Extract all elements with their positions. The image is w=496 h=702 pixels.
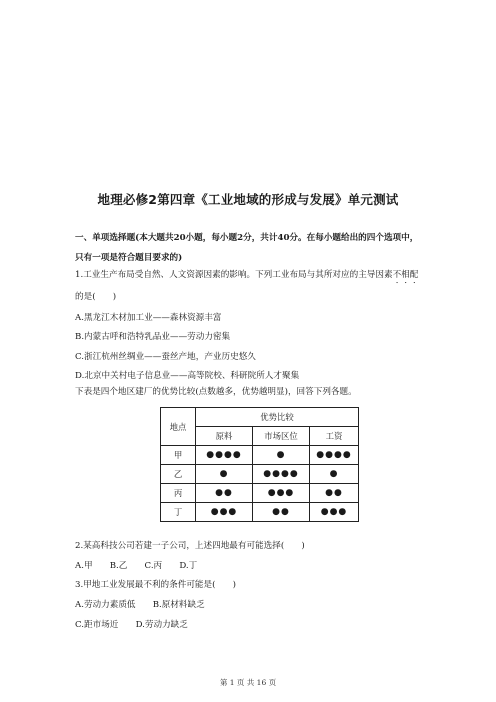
- question-1-option-d: D.北京中关村电子信息业——高等院校、科研院所人才聚集: [75, 371, 300, 381]
- table-cell-place: 丁: [161, 503, 196, 522]
- question-1-stem-text: 1.工业生产布局受自然、人文资源因素的影响。下列工业布局与其所对应的主导因素: [75, 270, 393, 280]
- table-cell-dots: ●●: [310, 484, 359, 503]
- table-header-col: 市场区位: [253, 427, 310, 446]
- page-footer: 第 1 页 共 16 页: [219, 678, 277, 687]
- question-1-emphasis: 不相配: [392, 270, 419, 280]
- table-header-col: 原料: [196, 427, 253, 446]
- table-cell-dots: ●: [310, 465, 359, 484]
- section-heading-line1: 一、单项选择题(本大题共20小题，每小题2分，共计40分。在每小题给出的四个选项中，: [75, 233, 419, 243]
- question-1-option-a: A.黑龙江木材加工业——森林资源丰富: [75, 313, 222, 323]
- table-cell-dots: ●●●●: [196, 446, 253, 465]
- table-row: [161, 446, 359, 465]
- table-cell-dots: ●●●: [196, 503, 253, 522]
- question-3-options-row1: A.劳动力素质低 B.原材料缺乏: [75, 600, 205, 610]
- table-cell-place: 丙: [161, 484, 196, 503]
- table-row: [161, 465, 359, 484]
- question-3-stem: 3.甲地工业发展最不利的条件可能是( ): [75, 580, 236, 590]
- question-1-stem: [75, 267, 418, 285]
- table-header-group: 优势比较: [196, 408, 359, 427]
- question-2-stem: 2.某高科技公司若建一子公司，上述四地最有可能选择( ): [75, 541, 305, 551]
- table-row: [161, 484, 359, 503]
- table-cell-dots: ●: [253, 446, 310, 465]
- question-3-options-row2: C.距市场近 D.劳动力缺乏: [75, 620, 188, 630]
- table-cell-place: 乙: [161, 465, 196, 484]
- table-cell-place: 甲: [161, 446, 196, 465]
- advantage-table: [160, 407, 359, 522]
- table-header-col: 工资: [310, 427, 359, 446]
- table-cell-dots: ●: [196, 465, 253, 484]
- question-2-options: A.甲 B.乙 C.丙 D.丁: [75, 561, 198, 571]
- table-intro: 下表是四个地区建厂的优势比较(点数越多，优势越明显)，回答下列各题。: [75, 387, 357, 397]
- table-header-place: 地点: [161, 408, 196, 446]
- section-heading-line2: 只有一项是符合题目要求的): [75, 253, 183, 263]
- table-cell-dots: ●●●: [253, 484, 310, 503]
- page-title: 地理必修2第四章《工业地域的形成与发展》单元测试: [97, 192, 399, 207]
- table-cell-dots: ●●●: [310, 503, 359, 522]
- question-1-option-b: B.内蒙古呼和浩特乳品业——劳动力密集: [75, 332, 231, 342]
- table-cell-dots: ●●: [196, 484, 253, 503]
- table-cell-dots: ●●: [253, 503, 310, 522]
- table-cell-dots: ●●●●: [253, 465, 310, 484]
- table-cell-dots: ●●●●: [310, 446, 359, 465]
- table-row: [161, 503, 359, 522]
- question-1-option-c: C.浙江杭州丝绸业——蚕丝产地，产业历史悠久: [75, 352, 256, 362]
- question-1-stem-end: 的是( ): [75, 292, 117, 302]
